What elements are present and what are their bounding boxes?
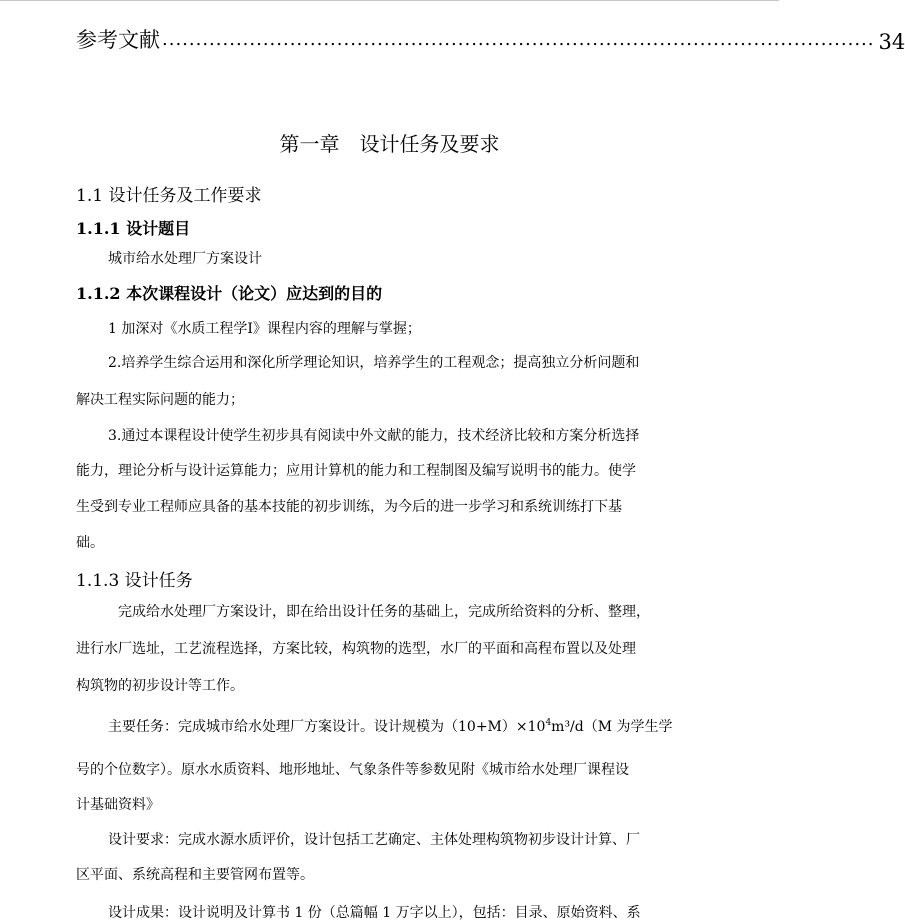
- task-line-1: 完成给水处理厂方案设计，即在给出设计任务的基础上，完成所给资料的分析、整理，: [118, 601, 650, 621]
- toc-page-number: 34: [879, 30, 905, 54]
- main-task-line-1: [108, 716, 673, 736]
- exponent: 4: [545, 718, 551, 728]
- toc-entry[interactable]: [76, 18, 712, 54]
- chapter-title: 第一章 设计任务及要求: [0, 128, 779, 157]
- results-line-1: 设计成果：设计说明及计算书 1 份（总篇幅 1 万字以上），包括：目录、原始资料、系: [108, 902, 641, 922]
- goal-3-line-3: 生受到专业工程师应具备的基本技能的初步训练，为今后的进一步学习和系统训练打下基: [76, 496, 622, 516]
- top-border: [0, 0, 779, 1]
- goal-2-line-2: 解决工程实际问题的能力；: [76, 389, 244, 409]
- task-line-2: 进行水厂选址，工艺流程选择，方案比较，构筑物的选型，水厂的平面和高程布置以及处理: [76, 638, 636, 658]
- goal-3-line-1: 3.通过本课程设计使学生初步具有阅读中外文献的能力，技术经济比较和方案分析选择: [108, 425, 639, 445]
- goal-2-line-1: 2.培养学生综合运用和深化所学理论知识，培养学生的工程观念；提高独立分析问题和: [108, 352, 639, 372]
- section-heading-1-1-3: 1.1.3 设计任务: [76, 566, 193, 591]
- goal-1: 1 加深对《水质工程学Ⅰ》课程内容的理解与掌握；: [108, 318, 421, 338]
- goal-3-line-2: 能力，理论分析与设计运算能力；应用计算机的能力和工程制图及编写说明书的能力。使学: [76, 460, 636, 480]
- toc-leader-dots: ..........................................................................................................: [162, 29, 875, 50]
- task-line-3: 构筑物的初步设计等工作。: [76, 675, 244, 695]
- main-task-text-a: 主要任务：完成城市给水处理厂方案设计。设计规模为（10+M）×10: [108, 719, 545, 735]
- toc-title: 参考文献: [76, 24, 160, 54]
- design-topic: 城市给水处理厂方案设计: [108, 248, 262, 268]
- goal-3-line-4: 础。: [76, 532, 104, 552]
- section-heading-1-1-2: 1.1.2 本次课程设计（论文）应达到的目的: [76, 281, 382, 304]
- main-task-text-b: m³/d（M 为学生学: [551, 719, 672, 735]
- requirements-line-1: 设计要求：完成水源水质评价，设计包括工艺确定、主体处理构筑物初步设计计算、厂: [108, 829, 640, 849]
- requirements-line-2: 区平面、系统高程和主要管网布置等。: [76, 864, 314, 884]
- section-heading-1-1: 1.1 设计任务及工作要求: [76, 181, 261, 206]
- section-heading-1-1-1: 1.1.1 设计题目: [76, 216, 190, 239]
- main-task-line-2: 号的个位数字）。原水水质资料、地形地址、气象条件等参数见附《城市给水处理厂课程设: [76, 759, 629, 779]
- main-task-line-3: 计基础资料》: [76, 794, 160, 814]
